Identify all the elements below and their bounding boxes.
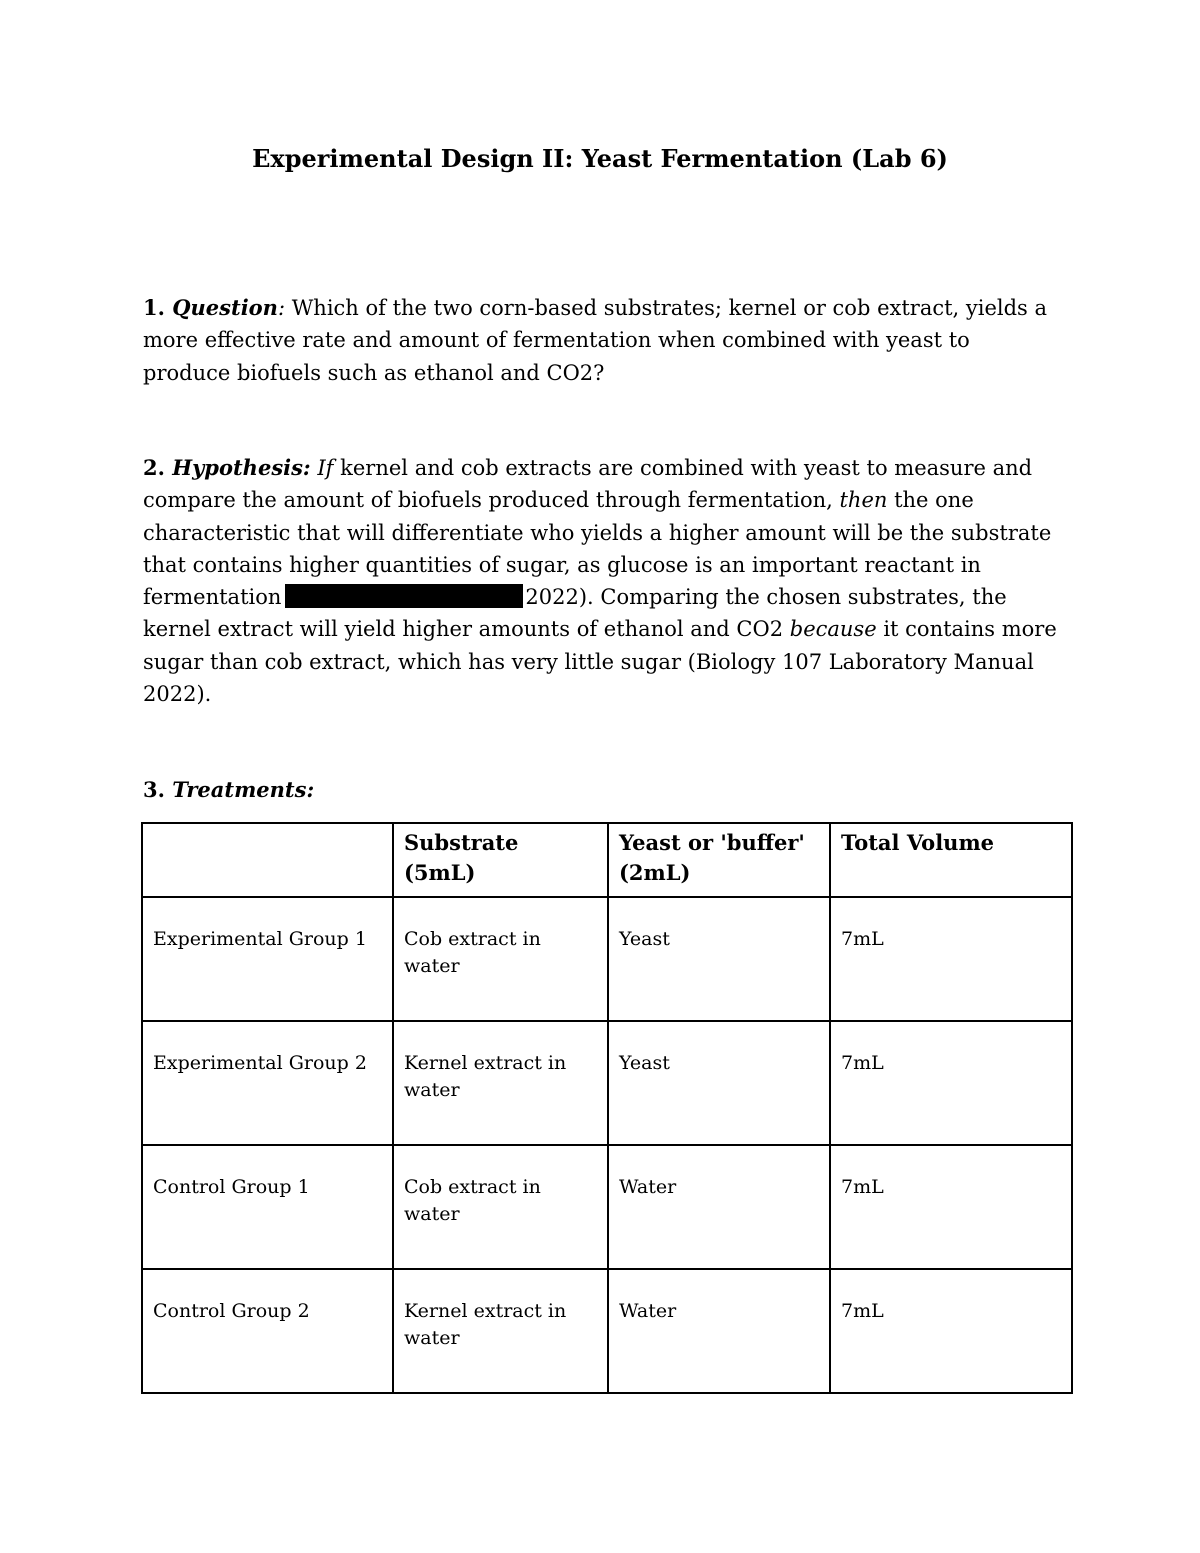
treatments-table (141, 822, 1073, 1394)
hypothesis-if-word: If (317, 456, 334, 480)
hypothesis-text-c: 2022). Comparing the chosen substrates, the kernel extract will yield higher amounts of ethanol and CO2 (143, 585, 1007, 642)
hypothesis-label: 2. Hypothesis: (143, 455, 311, 480)
hypothesis-paragraph (143, 452, 1063, 710)
table-cell: 7mL (830, 897, 1072, 1021)
table-cell: Control Group 2 (142, 1269, 393, 1393)
table-cell: Water (608, 1269, 830, 1393)
table-row (142, 1269, 1072, 1393)
table-header-cell: Substrate (5mL) (393, 823, 608, 897)
table-cell: Cob extract in water (393, 897, 608, 1021)
treatments-label: 3. Treatments: (143, 777, 315, 802)
table-cell: 7mL (830, 1269, 1072, 1393)
table-cell: Kernel extract in water (393, 1269, 608, 1393)
table-cell: Yeast (608, 897, 830, 1021)
treatments-heading (143, 774, 1063, 806)
table-row (142, 1145, 1072, 1269)
question-paragraph: 1. Question: Which of the two corn-based substrates; kernel or cob extract, yields a more effective rate and amount of fermentation when combined with yeast to produce biofuels such as ethanol and CO2? (143, 295, 1048, 385)
table-row (142, 1021, 1072, 1145)
table-cell: Experimental Group 2 (142, 1021, 393, 1145)
table-cell: Cob extract in water (393, 1145, 608, 1269)
table-cell: 7mL (830, 1021, 1072, 1145)
table-cell: Control Group 1 (142, 1145, 393, 1269)
table-row (142, 897, 1072, 1021)
table-header-cell (142, 823, 393, 897)
hypothesis-because-word: because (789, 617, 877, 642)
table-cell: 7mL (830, 1145, 1072, 1269)
hypothesis-text-b: the one characteristic that will differentiate who yields a higher amount will be the substrate that contains higher quantities of sugar, as glucose is an important reactant in fermentation (143, 488, 1052, 610)
table-cell: Experimental Group 1 (142, 897, 393, 1021)
table-cell: Yeast (608, 1021, 830, 1145)
document-title: Experimental Design II: Yeast Fermentation (Lab 6) (252, 144, 948, 173)
hypothesis-then-word: then (839, 488, 888, 513)
table-cell: Kernel extract in water (393, 1021, 608, 1145)
table-header-row (142, 823, 1072, 897)
question-label: 1. Question (143, 295, 278, 320)
redaction-bar (285, 584, 523, 608)
table-header-cell: Total Volume (830, 823, 1072, 897)
question-text: Which of the two corn-based substrates; kernel or cob extract, yields a more effective rate and amount of fermentation when combined with yeast to produce biofuels such as ethanol and CO2? (143, 296, 1048, 385)
hypothesis-text-a: kernel and cob extracts are combined with yeast to measure and compare the amount of biofuels produced through fermentation, (143, 456, 1033, 513)
hypothesis-text-d: it contains more sugar than cob extract, which has very little sugar (Biology 107 Laboratory Manual 2022). (143, 617, 1057, 707)
table-header-cell: Yeast or 'buffer' (2mL) (608, 823, 830, 897)
table-cell: Water (608, 1145, 830, 1269)
